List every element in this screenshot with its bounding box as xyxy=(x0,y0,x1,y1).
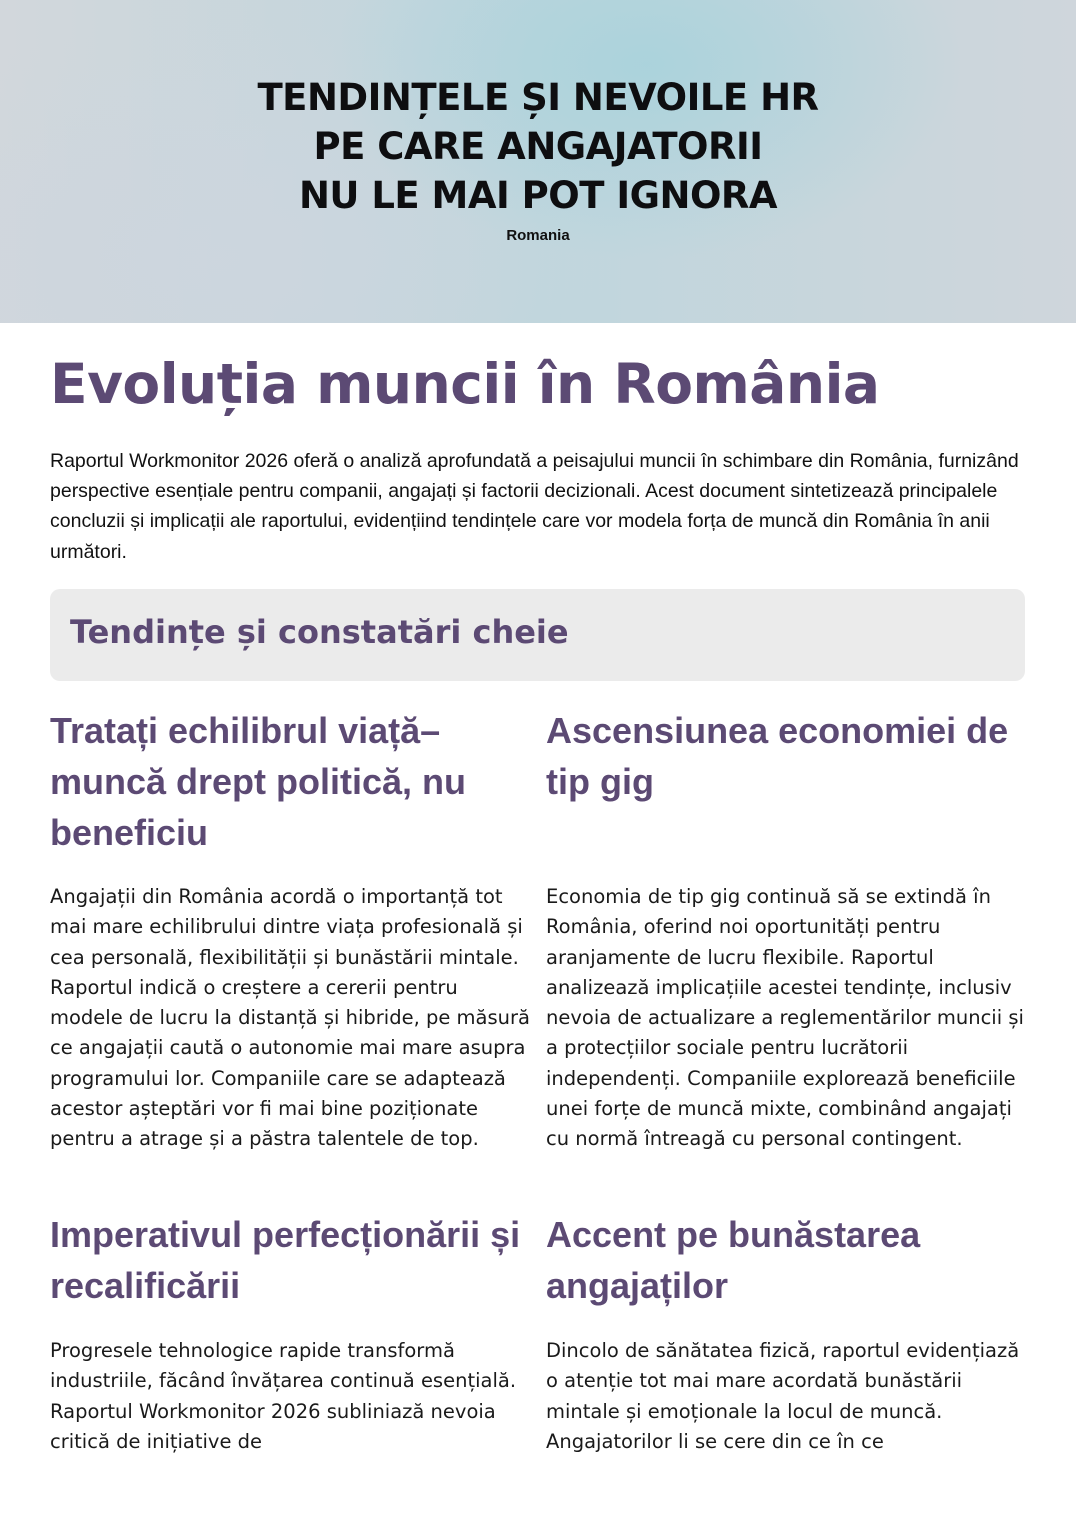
section-heading: Ascensiunea economiei de tip gig xyxy=(546,710,1009,802)
hero-title-line: NU LE MAI POT IGNORA xyxy=(298,174,778,217)
key-findings-banner xyxy=(50,589,1025,681)
key-findings-heading: Tendințe și constatări cheie xyxy=(70,613,569,651)
section-heading: Imperativul perfecționării și recalificării xyxy=(50,1214,521,1306)
section-body: Progresele tehnologice rapide transformă industriile, făcând învățarea continuă esențială. Raportul Workmonitor 2026 subliniază nevoia critică de inițiative de xyxy=(50,1339,517,1453)
section-body: Economia de tip gig continuă să se extindă în România, oferind noi oportunități pentru aranjamente de lucru flexibile. Raportul analizează implicațiile acestei tendințe, inclusiv nevoia de actualizare a reglementărilor muncii și a protecțiilor sociale pentru lucrătorii independenți. Companiile explorează beneficiile unei forțe de muncă mixte, combinând angajați cu normă întreagă cu personal contingent. xyxy=(546,885,1024,1151)
page-title: Evoluția muncii în România xyxy=(50,352,880,416)
hero-title xyxy=(0,73,1076,220)
section-upskilling xyxy=(50,1209,530,1453)
section-work-life-balance xyxy=(50,705,530,1151)
hero-title-line: TENDINȚELE ȘI NEVOILE HR xyxy=(257,76,819,119)
section-heading: Accent pe bunăstarea angajaților xyxy=(546,1214,921,1306)
hero-title-line: PE CARE ANGAJATORII xyxy=(313,125,763,168)
intro-paragraph: Raportul Workmonitor 2026 oferă o analiză aprofundată a peisajului muncii în schimbare din România, furnizând perspective esențiale pentru companii, angajați și factorii decizionali. Acest document sintetizează principalele concluzii și implicații ale raportului, evidențiind tendințele care vor modela forța de muncă din România în anii următori. xyxy=(50,450,1019,563)
section-wellbeing xyxy=(546,1209,1020,1453)
section-gig-economy xyxy=(546,705,1024,1151)
hero-banner xyxy=(0,0,1076,323)
section-body: Dincolo de sănătatea fizică, raportul evidențiază o atenție tot mai mare acordată bunăstării mintale și emoționale la locul de muncă. Angajatorilor li se cere din ce în ce xyxy=(546,1339,1020,1453)
hero-country: Romania xyxy=(506,227,570,244)
section-body: Angajații din România acordă o importanță tot mai mare echilibrului dintre viața profesională și cea personală, flexibilității și bunăstării mintale. Raportul indică o creștere a cererii pentru modele de lucru la distanță și hibride, pe măsură ce angajații caută o autonomie mai mare asupra programului lor. Companiile care se adaptează acestor așteptări vor fi mai bine poziționate pentru a atrage și a păstra talentele de top. xyxy=(50,885,530,1151)
section-heading: Tratați echilibrul viață–muncă drept politică, nu beneficiu xyxy=(50,710,467,853)
